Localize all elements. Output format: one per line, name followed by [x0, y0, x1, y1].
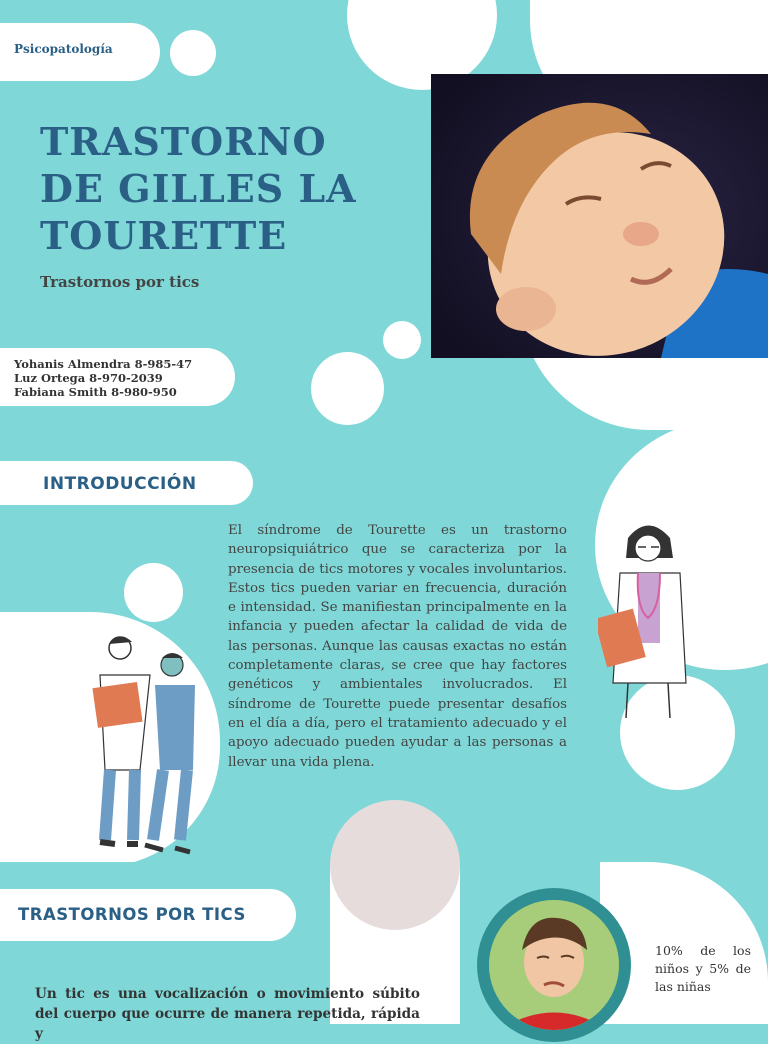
intro-heading: INTRODUCCIÓN: [43, 474, 197, 494]
author: Luz Ortega 8-970-2039: [14, 371, 163, 385]
title-line: TOURETTE: [40, 213, 288, 258]
page-subtitle: Trastornos por tics: [40, 273, 200, 291]
authors-list: [14, 357, 192, 399]
intro-heading-pill: [0, 461, 253, 505]
child-photo: [477, 888, 631, 1042]
tics-heading-pill: [0, 889, 296, 941]
stat-text: 10% de los niños y 5% de las niñas: [655, 943, 751, 994]
header-tag: Psicopatología: [14, 42, 113, 56]
small-circle-top: [170, 30, 216, 76]
tics-body: Un tic es una vocalización o movimiento súbito del cuerpo que ocurre de manera repetida, rápida y: [35, 986, 420, 1042]
page-title: [40, 118, 420, 259]
doctors-illustration: [75, 630, 210, 865]
blush-circle: [330, 800, 460, 930]
tics-heading: TRASTORNOS POR TICS: [18, 905, 246, 924]
boy-photo: [431, 74, 768, 358]
intro-body: El síndrome de Tourette es un trastorno neuropsiquiátrico que se caracteriza por la presencia de tics motores y vocales involuntarios. Estos tics pueden variar en frecuencia, duración e intensidad. Se manifiestan principalmente en la infancia y pueden afectar la calidad de vida de las personas. Aunque las causas exactas no están completamente claras, se cree que hay factores genéticos y ambientales involucrados. El síndrome de Tourette puede presentar desafíos en el día a día, pero el tratamiento adecuado y el apoyo adecuado pueden ayudar a las personas a llevar una vida plena.: [228, 523, 567, 770]
female-doctor-illustration: [598, 518, 703, 723]
author: Yohanis Almendra 8-985-47: [14, 357, 193, 371]
mid-circle-1: [383, 321, 421, 359]
author: Fabiana Smith 8-980-950: [14, 385, 177, 399]
title-line: DE GILLES LA: [40, 166, 357, 211]
mid-circle-2: [311, 352, 384, 425]
title-line: TRASTORNO: [40, 119, 327, 164]
intro-small-circle: [124, 563, 183, 622]
header-tag-pill: [0, 23, 160, 81]
